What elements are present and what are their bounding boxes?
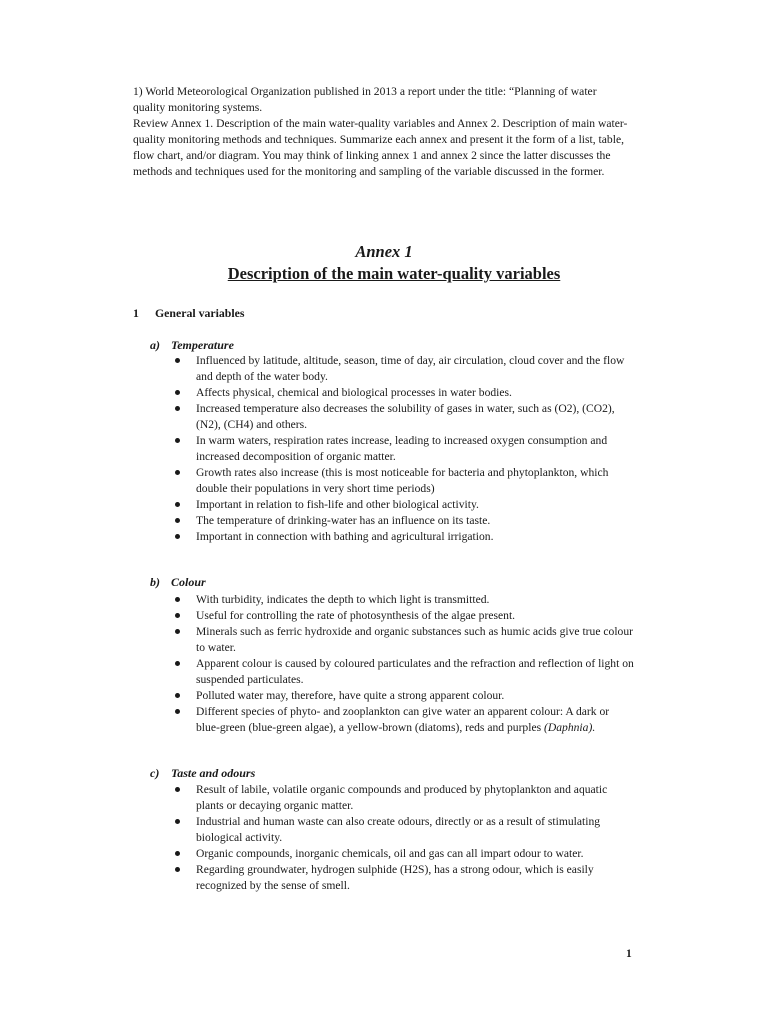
annex-label: Annex 1 [355,242,413,261]
list-item: Result of labile, volatile organic compounds and produced by phytoplankton and aquatic plants or decaying organic matter. [172,782,634,814]
list-item: Regarding groundwater, hydrogen sulphide (H2S), has a strong odour, which is easily recognized by the sense of smell. [172,862,634,894]
list-item: Influenced by latitude, altitude, season, time of day, air circulation, cloud cover and the flow and depth of the water body. [172,353,634,385]
list-item: Important in relation to fish-life and other biological activity. [172,497,634,513]
list-item: Apparent colour is caused by coloured particulates and the refraction and reflection of light on suspended particulates. [172,656,634,688]
list-item: Important in connection with bathing and agricultural irrigation. [172,529,634,545]
page-number: 1 [626,948,632,960]
subsection-title: Temperature [171,338,234,352]
list-item: Increased temperature also decreases the solubility of gases in water, such as (O2), (CO2), (N2), (CH4) and others. [172,401,634,433]
list-item: With turbidity, indicates the depth to which light is transmitted. [172,592,634,608]
temperature-list [172,353,634,545]
subsection-title: Colour [171,575,206,589]
section-title: General variables [155,306,245,320]
list-item [172,704,634,736]
list-item: Useful for controlling the rate of photosynthesis of the algae present. [172,608,634,624]
taste-odours-list [172,782,634,894]
colour-list [172,592,634,736]
list-item-italic-text: (Daphnia). [544,721,596,734]
intro-paragraph [133,84,628,180]
list-item-text: Different species of phyto- and zooplankton can give water an apparent colour: A dark or blue-green (blue-green algae), a yellow-brown (diatoms), reds and purples [196,705,610,734]
subsection-letter: b) [150,575,160,589]
section-heading [133,306,244,321]
list-item: Organic compounds, inorganic chemicals, oil and gas can all impart odour to water. [172,846,634,862]
intro-line-2: Review Annex 1. Description of the main water-quality variables and Annex 2. Description of main water-quality monitoring methods and techniques. Summarize each annex and present it the form of a list, table, flow chart, and/or diagram. You may think of linking annex 1 and annex 2 since the latter discusses the methods and techniques used for the monitoring and sampling of the variable discussed in the former. [133,117,628,178]
list-item: Industrial and human waste can also create odours, directly or as a result of stimulating biological activity. [172,814,634,846]
list-item: In warm waters, respiration rates increase, leading to increased oxygen consumption and increased decomposition of organic matter. [172,433,634,465]
subsection-title: Taste and odours [171,766,256,780]
subsection-heading-temperature [150,338,234,353]
section-number: 1 [133,306,139,320]
subsection-heading-taste [150,766,255,781]
subsection-letter: a) [150,338,160,352]
list-item: Growth rates also increase (this is most noticeable for bacteria and phytoplankton, which double their populations in very short time periods) [172,465,634,497]
list-item: Affects physical, chemical and biological processes in water bodies. [172,385,634,401]
list-item: Minerals such as ferric hydroxide and organic substances such as humic acids give true colour to water. [172,624,634,656]
subsection-heading-colour [150,575,206,590]
subsection-letter: c) [150,766,160,780]
intro-line-1: 1) World Meteorological Organization published in 2013 a report under the title: “Planning of water quality monitoring systems. [133,85,597,114]
list-item: The temperature of drinking-water has an influence on its taste. [172,513,634,529]
list-item: Polluted water may, therefore, have quite a strong apparent colour. [172,688,634,704]
page-title: Description of the main water-quality variables [227,264,561,283]
